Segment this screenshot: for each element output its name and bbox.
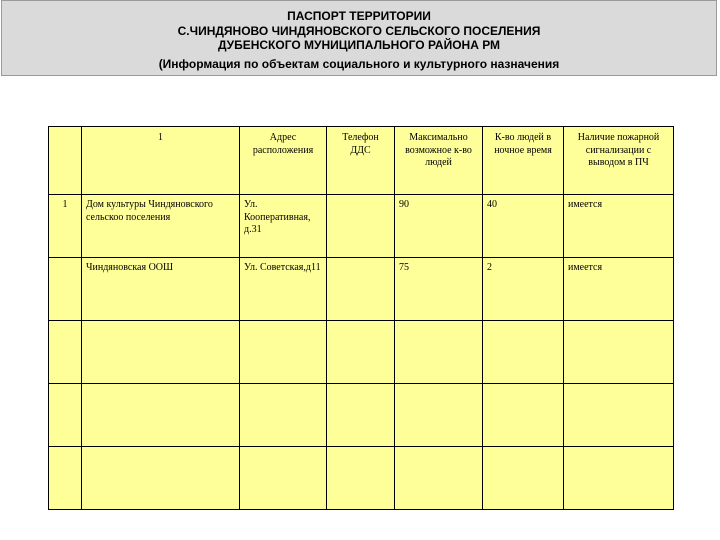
empty-cell [240, 384, 327, 447]
empty-cell [483, 447, 564, 510]
empty-cell [395, 321, 483, 384]
empty-cell [49, 384, 82, 447]
cell-max-people: 90 [395, 195, 483, 258]
empty-cell [327, 384, 395, 447]
empty-cell [82, 447, 240, 510]
empty-cell [82, 384, 240, 447]
cell-num [49, 258, 82, 321]
empty-cell [564, 447, 674, 510]
empty-cell [564, 384, 674, 447]
empty-cell [49, 321, 82, 384]
table-row [49, 195, 674, 258]
cell-address: Ул. Советская,д11 [240, 258, 327, 321]
empty-cell [49, 447, 82, 510]
empty-cell [395, 384, 483, 447]
col-header-num [49, 127, 82, 195]
cell-max-people: 75 [395, 258, 483, 321]
col-header-alarm: Наличие пожарной сигнализации с выводом в ПЧ [564, 127, 674, 195]
header-note: (Информация по объектам социального и культурного назначения [158, 56, 560, 71]
cell-name: Чиндяновская ООШ [82, 258, 240, 321]
table-header-row [49, 127, 674, 195]
cell-alarm: имеется [564, 258, 674, 321]
table-row-empty [49, 447, 674, 510]
empty-cell [564, 321, 674, 384]
cell-address: Ул. Кооперативная, д.31 [240, 195, 327, 258]
empty-cell [327, 447, 395, 510]
cell-alarm: имеется [564, 195, 674, 258]
empty-cell [395, 447, 483, 510]
col-header-night-people: К-во людей в ночное время [483, 127, 564, 195]
cell-phone [327, 258, 395, 321]
page-header [1, 0, 717, 76]
cell-name: Дом культуры Чиндяновского сельскоо поселения [82, 195, 240, 258]
col-header-address: Адрес расположения [240, 127, 327, 195]
col-header-max-people: Максимально возможное к-во людей [395, 127, 483, 195]
empty-cell [82, 321, 240, 384]
header-settlement: С.ЧИНДЯНОВО ЧИНДЯНОВСКОГО СЕЛЬСКОГО ПОСЕЛЕНИЯ [177, 23, 541, 38]
table-row-empty [49, 321, 674, 384]
col-header-name: 1 [82, 127, 240, 195]
empty-cell [240, 447, 327, 510]
cell-num: 1 [49, 195, 82, 258]
cell-night-people: 2 [483, 258, 564, 321]
header-district: ДУБЕНСКОГО МУНИЦИПАЛЬНОГО РАЙОНА РМ [217, 38, 501, 52]
empty-cell [327, 321, 395, 384]
header-title: ПАСПОРТ ТЕРРИТОРИИ [287, 9, 431, 23]
table-row-empty [49, 384, 674, 447]
empty-cell [483, 384, 564, 447]
table-row [49, 258, 674, 321]
territory-table [48, 126, 674, 510]
cell-phone [327, 195, 395, 258]
cell-night-people: 40 [483, 195, 564, 258]
col-header-phone: Телефон ДДС [327, 127, 395, 195]
empty-cell [483, 321, 564, 384]
empty-cell [240, 321, 327, 384]
